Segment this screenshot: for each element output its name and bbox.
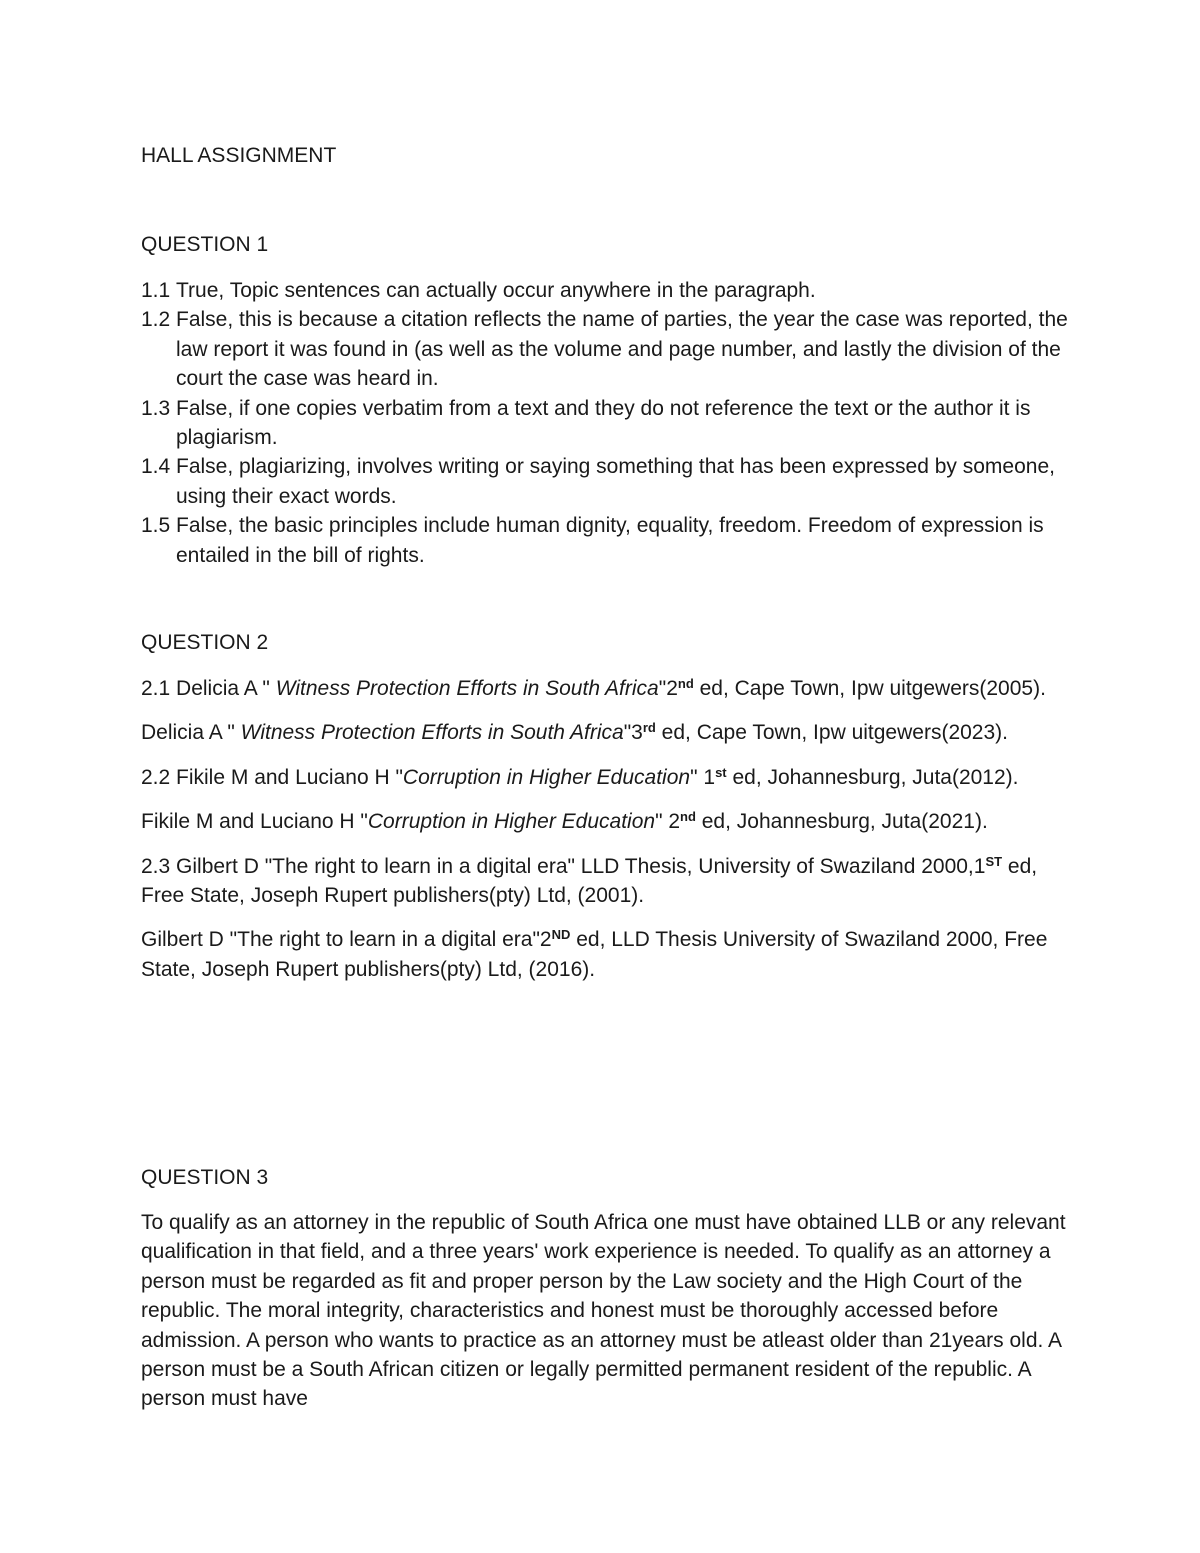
item-text: False, this is because a citation reflects the name of parties, the year the case was reported, the law report it was found in (as well as the volume and page number, and lastly the division of the court the case was heard in.	[176, 308, 1068, 391]
ref-ordinal: nd	[680, 809, 696, 825]
reference-entry	[141, 807, 1071, 836]
item-text: False, the basic principles include human dignity, equality, freedom. Freedom of expression is entailed in the bill of rights.	[176, 514, 1044, 567]
list-item	[141, 276, 1071, 305]
item-number: 1.3	[141, 396, 171, 420]
list-item	[141, 394, 1071, 453]
question-2-heading: QUESTION 2	[141, 631, 269, 654]
ref-text: ed, LLD Thesis University of Swaziland 2000, Free State, Joseph Rupert publishers(pty) Ltd, (2016).	[141, 928, 1048, 981]
ref-text: Fikile M and Luciano H "	[141, 810, 368, 834]
item-number: 1.2	[141, 308, 171, 332]
list-item	[141, 511, 1071, 570]
question-3-answer: To qualify as an attorney in the republic of South Africa one must have obtained LLB or any relevant qualification in that field, and a three years' work experience is needed. To qualify as an attorney a person must be regarded as fit and proper person by the Law society and the High Court of the republic. The moral integrity, characteristics and honest must be thoroughly accessed before admission. A person who wants to practice as an attorney must be atleast older than 21years old. A person must be a South African citizen or legally permitted permanent resident of the republic. A person must have	[141, 1211, 1066, 1411]
item-number: 1.1	[141, 279, 171, 302]
ref-title: Witness Protection Efforts in South Africa	[269, 677, 659, 700]
item-number: 1.5	[141, 514, 171, 538]
question-1-list	[141, 276, 1071, 570]
ref-text: 2.3 Gilbert D "The right to learn in a digital era" LLD Thesis, University of Swaziland 2000,1	[141, 854, 986, 878]
ref-text: 2.1 Delicia A "	[141, 677, 270, 700]
question-1-heading: QUESTION 1	[141, 233, 269, 256]
ref-text: " 1	[690, 765, 716, 789]
item-number: 1.4	[141, 455, 171, 479]
item-text: False, plagiarizing, involves writing or saying something that has been expressed by someone, using their exact words.	[176, 455, 1055, 508]
ref-title: Witness Protection Efforts in South Africa	[234, 721, 624, 745]
ref-text: Gilbert D "The right to learn in a digital era"2	[141, 928, 552, 952]
question-2-references	[141, 674, 1071, 999]
reference-entry	[141, 718, 1071, 747]
ref-text: "3	[623, 721, 643, 745]
list-item	[141, 305, 1071, 393]
ref-ordinal: ST	[985, 853, 1003, 869]
ref-text: ed, Free State, Joseph Rupert publishers(pty) Ltd, (2001).	[141, 854, 1038, 908]
ref-ordinal: ND	[551, 927, 571, 943]
ref-text: " 2	[655, 810, 681, 834]
reference-entry	[141, 852, 1071, 911]
ref-ordinal: rd	[642, 720, 656, 736]
ref-title: Corruption in Higher Education	[402, 765, 691, 789]
reference-entry	[141, 763, 1071, 792]
reference-entry	[141, 925, 1071, 984]
item-text: True, Topic sentences can actually occur anywhere in the paragraph.	[176, 279, 816, 302]
ref-text: 2.2 Fikile M and Luciano H "	[141, 765, 403, 789]
ref-text: ed, Johannesburg, Juta(2012).	[726, 765, 1019, 789]
question-3-heading: QUESTION 3	[141, 1166, 269, 1189]
reference-entry	[141, 674, 1071, 703]
ref-ordinal: st	[715, 764, 727, 780]
ref-ordinal: nd	[677, 676, 694, 691]
list-item	[141, 452, 1071, 511]
ref-text: ed, Cape Town, Ipw uitgewers(2023).	[655, 721, 1008, 745]
ref-text: ed, Cape Town, Ipw uitgewers(2005).	[693, 677, 1046, 700]
ref-text: "2	[658, 677, 678, 700]
item-text: False, if one copies verbatim from a text and they do not reference the text or the author it is plagiarism.	[176, 396, 1031, 450]
ref-text: Delicia A "	[141, 721, 235, 745]
ref-text: ed, Johannesburg, Juta(2021).	[695, 810, 988, 834]
document-title: HALL ASSIGNMENT	[141, 144, 337, 167]
ref-title: Corruption in Higher Education	[367, 810, 656, 834]
